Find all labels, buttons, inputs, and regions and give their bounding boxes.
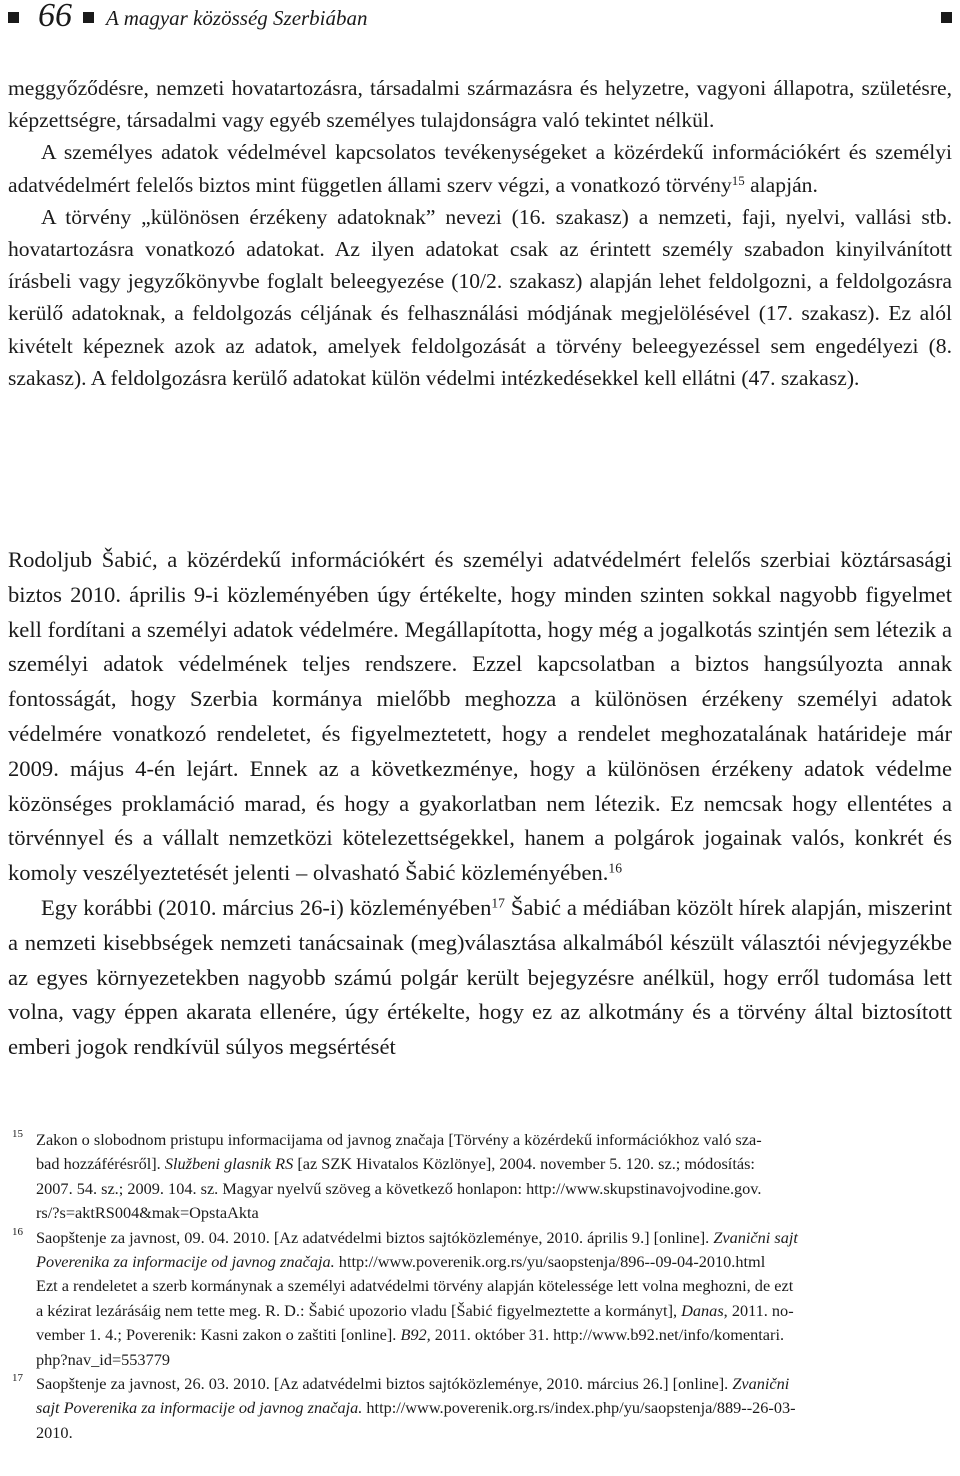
body-section-1 bbox=[8, 72, 952, 394]
paragraph: A törvény „különösen érzékeny adatoknak” nevezi (16. szakasz) a nemzeti, faji, nyelvi, vallási stb. hovatartozásra vonatkozó adatokat. Az ilyen adatokat csak az érintett személy szabadon kinyilvánított írásbeli vagy jegyzőkönyvbe foglalt beleegyezése (10/2. szakasz) alapján lehet feldolgozni, a feldolgozásra kerülő adatoknak, a feldolgozás céljának és felhasználási módjának megjelölésével (17. szakasz). Ez alól kivételt képeznek azok az adatok, amelyek feldolgozását a törvény beleegyezéssel sem engedélyezi (8. szakasz). A feldolgozásra kerülő adatokat külön védelmi intézkedésekkel kell ellátni (47. szakasz). bbox=[8, 204, 952, 390]
running-title: A magyar közösség Szerbiában bbox=[106, 6, 368, 30]
paragraph: meggyőződésre, nemzeti hovatartozásra, társadalmi származásra és helyzetre, vagyoni állapotra, születésre, képzettségre, társadalmi vagy egyéb személyes tulajdonságra való tekintet nélkül. bbox=[8, 76, 952, 133]
paragraph: Rodoljub Šabić, a közérdekű információkért és személyi adatvédelmért felelős szerbiai köztársasági biztos 2010. április 9-i közleményében úgy értékelte, hogy minden szinten sokkal nagyobb figyelmet kell fordítani a személyi adatok védelmére. Megállapította, hogy még a jogalkotás szintjén sem létezik a személyi adatok védelmének teljes rendszere. Ezzel kapcsolatban a biztos hangsúlyozta annak fontosságát, hogy Szerbia kormánya mielőbb meghozza a különösen érzékeny személyi adatok védelmére vonatkozó rendeletet, és figyelmeztetett, hogy a rendelet meghozatalának határideje már 2009. május 4-én lejárt. Ennek az a következménye, hogy a különösen érzékeny adatok védelme közönséges proklamáció marad, és hogy a gyakorlatban nem létezik. Ez nemcsak hogy ellentétes a törvénnyel és a vállalt nemzetközi kötelezettségekkel, hanem a polgárok jogainak valós, konkrét és komoly veszélyeztetését jelenti – olvasható Šabić közleményében.$^{16}$ bbox=[8, 547, 952, 886]
footnote-ref[interactable]: 17 bbox=[491, 895, 505, 911]
page-number: 66 bbox=[38, 0, 72, 34]
footnote-ref[interactable]: 15 bbox=[731, 172, 745, 188]
running-header bbox=[8, 0, 952, 36]
footnote-number: 16 bbox=[12, 1225, 23, 1238]
footnote: 15 Zakon o slobodnom pristupu informacijama od javnog značaja [Törvény a közérdekű információkhoz való sza- bad hozzáférésről]. Službeni glasnik RS [az SZK Hivatalos Közlönye], 2004. november 5. 120. sz.; módosítás: 2007. 54. sz.; 2009. 104. sz. Magyar nyelvű szöveg a következő honlapon: http://www.skupstinavojvodine.gov. rs/?s=aktRS004&mak=OpstaAkta bbox=[8, 1128, 952, 1226]
footnote-ref[interactable]: 16 bbox=[608, 860, 622, 876]
body-section-2 bbox=[8, 543, 952, 1065]
square-bullet-icon bbox=[8, 12, 19, 23]
footnote-number: 17 bbox=[12, 1372, 23, 1385]
paragraph: Egy korábbi (2010. március 26-i) közleményében$^{17}$ Šabić a médiában közölt hírek alapján, miszerint a nemzeti kisebbségek nemzeti tanácsainak (meg)választása alkalmából készült választói névjegyzékbe az egyes környezetekben nagyobb számú polgár került bejegyzésre anélkül, hogy erről tudomása lett volna, vagy éppen akarata ellenére, úgy értékelte, hogy ez az alkotmány és a törvény által biztosított emberi jogok rendkívül súlyos megsértését bbox=[8, 894, 952, 1060]
footnote: 17 Saopštenje za javnost, 26. 03. 2010. [Az adatvédelmi biztos sajtóközleménye, 2010. március 26.] [online]. Zvanični sajt Poverenika za informacije od javnog značaja. http://www.poverenik.org.rs/index.php/yu/saopstenja/889--26-03- 2010. bbox=[8, 1372, 952, 1445]
paragraph: A személyes adatok védelmével kapcsolatos tevékenységeket a közérdekű információkért és személyi adatvédelmért felelős biztos mint független állami szerv végzi, a vonatkozó törvény$^{15}$ alapján. bbox=[8, 140, 952, 197]
footnote: 16 Saopštenje za javnost, 09. 04. 2010. [Az adatvédelmi biztos sajtóközleménye, 2010. április 9.] [online]. Zvanični sajt Poverenika za informacije od javnog značaja. http://www.poverenik.org.rs/yu/saopstenja/896--09-04-2010.html Ezt a rendeletet a szerb kormánynak a személyi adatvédelmi törvény alapján kötelessége lett volna meghozni, de ezt a kézirat lezárásáig nem tette meg. R. D.: Šabić upozorio vladu [Šabić figyelmeztette a kormányt], Danas, 2011. no- vember 1. 4.; Poverenik: Kasni zakon o zaštiti [online]. B92, 2011. október 31. http://www.b92.net/info/komentari. php?nav_id=553779 bbox=[8, 1226, 952, 1372]
square-bullet-icon bbox=[83, 12, 94, 23]
footnotes bbox=[8, 1128, 952, 1445]
square-bullet-icon bbox=[941, 12, 952, 23]
footnote-number: 15 bbox=[12, 1128, 23, 1140]
